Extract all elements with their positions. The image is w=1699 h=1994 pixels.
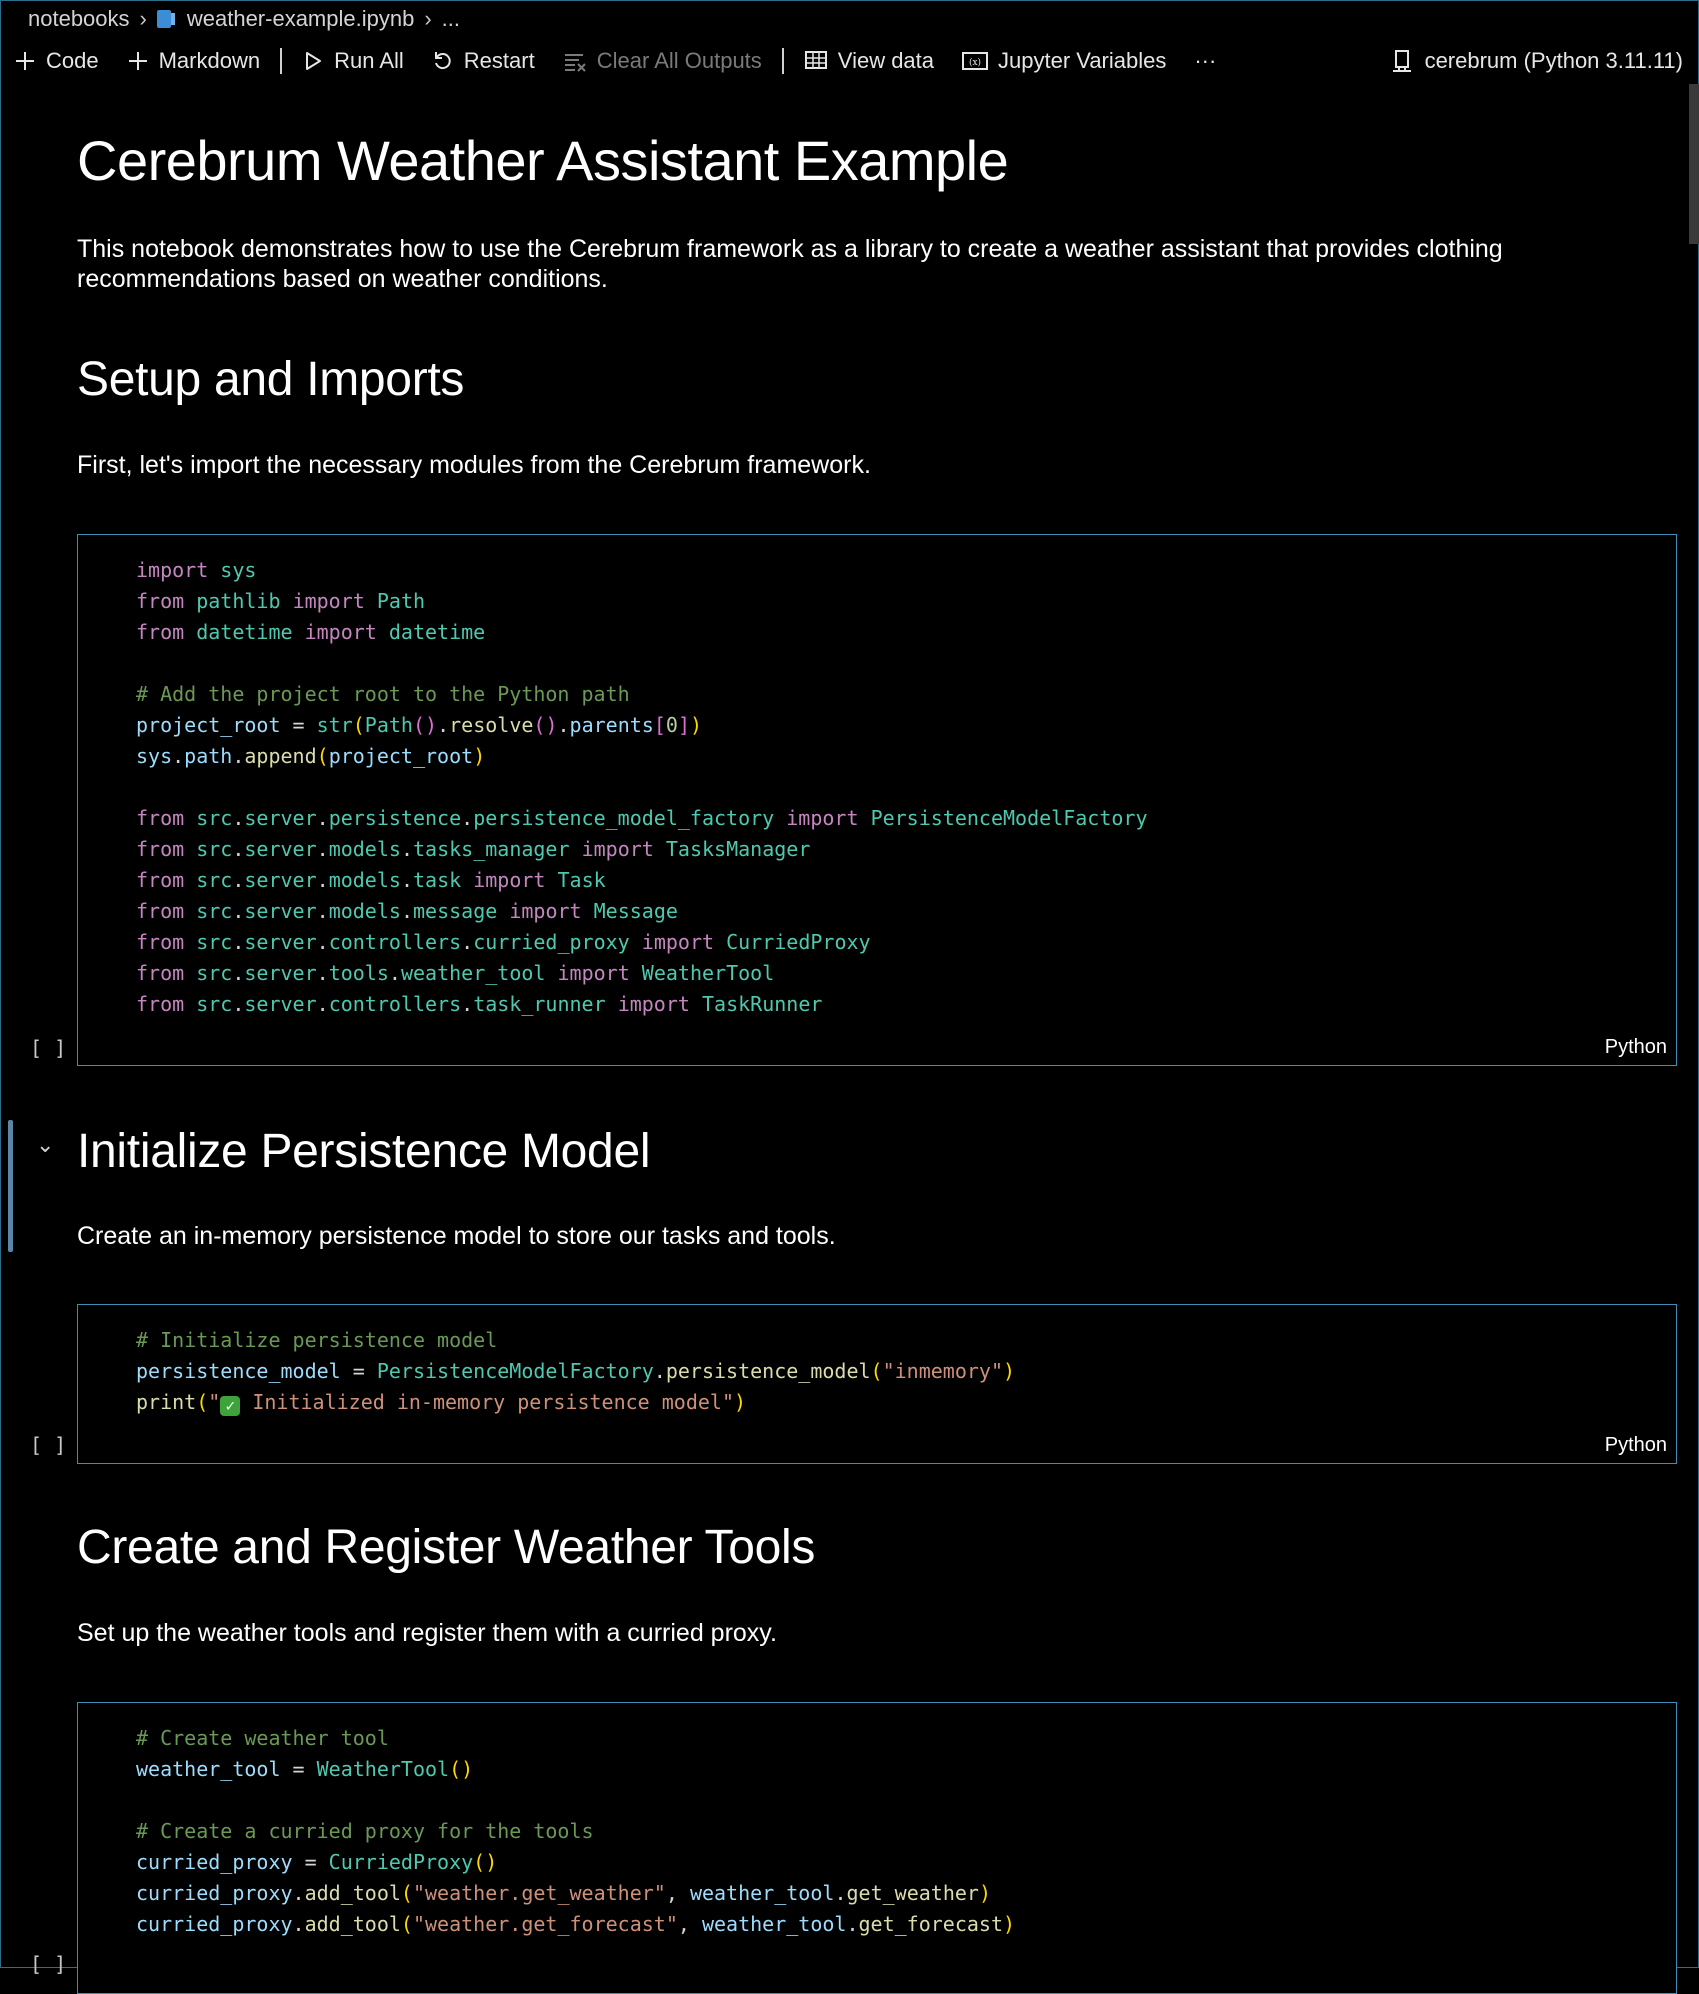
- page-title: Cerebrum Weather Assistant Example: [77, 129, 1009, 192]
- breadcrumb-notebooks[interactable]: notebooks: [28, 6, 130, 31]
- collapse-chevron-icon[interactable]: ⌄: [36, 1132, 55, 1157]
- view-data-label: View data: [837, 48, 935, 73]
- restart-button[interactable]: [418, 41, 549, 81]
- breadcrumb: [28, 4, 460, 34]
- cell-focus-indicator: [8, 1120, 13, 1252]
- chevron-right-icon: ›: [424, 6, 432, 31]
- jupyter-variables-button[interactable]: [948, 41, 1180, 81]
- clear-all-outputs-label: Clear All Outputs: [596, 48, 762, 73]
- clear-outputs-icon: [563, 50, 587, 72]
- code-cell-persistence[interactable]: [77, 1304, 1677, 1464]
- plus-icon: [127, 50, 149, 72]
- add-markdown-button[interactable]: [113, 41, 274, 81]
- table-icon: [804, 50, 828, 72]
- execution-count: [ ]: [30, 1036, 67, 1060]
- markdown-cell-setup-text[interactable]: [77, 450, 1637, 480]
- run-all-button[interactable]: [288, 41, 418, 81]
- markdown-cell-tools-text[interactable]: [77, 1618, 1637, 1648]
- tools-text: Set up the weather tools and register them with a curried proxy.: [77, 1619, 777, 1647]
- tools-heading: Create and Register Weather Tools: [77, 1521, 816, 1574]
- persistence-heading: Initialize Persistence Model: [77, 1125, 651, 1178]
- scrollbar-thumb[interactable]: [1689, 84, 1699, 244]
- variables-icon: [962, 50, 988, 72]
- code-editor-persistence[interactable]: # Initialize persistence model persistence_model = PersistenceModelFactory.persistence_model("inmemory") print(" ✓ Initialized in-memory persistence model"): [136, 1328, 1016, 1415]
- restart-icon: [432, 50, 454, 72]
- setup-heading: Setup and Imports: [77, 353, 465, 406]
- clear-all-outputs-button[interactable]: [549, 41, 776, 81]
- breadcrumb-file[interactable]: weather-example.ipynb: [186, 6, 415, 31]
- more-actions-button[interactable]: ···: [1194, 48, 1217, 73]
- intro-text: This notebook demonstrates how to use the Cerebrum framework as a library to create a weather assistant that provides clothing recommendations based on weather conditions.: [77, 235, 1503, 293]
- notebook-toolbar: [0, 38, 1699, 84]
- code-editor-tools[interactable]: # Create weather tool weather_tool = WeatherTool() # Create a curried proxy for the tools curried_proxy = CurriedProxy() curried_proxy.add_tool("weather.get_weather", weather_tool.get_weather) curried_proxy.add_tool("weather.get_forecast", weather_tool.get_forecast): [136, 1726, 1016, 1936]
- markdown-cell-persistence[interactable]: [77, 1124, 650, 1179]
- restart-label: Restart: [463, 48, 535, 73]
- cell-language-label[interactable]: Python: [1604, 1036, 1667, 1058]
- toolbar-divider: [782, 48, 784, 74]
- markdown-cell-intro[interactable]: [77, 234, 1637, 294]
- plus-icon: [14, 50, 36, 72]
- persistence-text: Create an in-memory persistence model to store our tasks and tools.: [77, 1222, 836, 1250]
- markdown-cell-tools[interactable]: [77, 1520, 815, 1575]
- add-code-label: Code: [46, 48, 99, 73]
- add-markdown-label: Markdown: [158, 48, 261, 73]
- add-code-button[interactable]: [0, 41, 113, 81]
- chevron-right-icon: ›: [139, 6, 147, 31]
- toolbar-divider: [280, 48, 282, 74]
- view-data-button[interactable]: [790, 41, 948, 81]
- scrollbar-track[interactable]: [1687, 84, 1699, 1968]
- jupyter-variables-label: Jupyter Variables: [998, 48, 1167, 73]
- play-icon: [302, 50, 324, 72]
- kernel-icon: [1391, 49, 1413, 73]
- cell-language-label[interactable]: Python: [1604, 1434, 1667, 1456]
- code-cell-tools[interactable]: [77, 1702, 1677, 1994]
- breadcrumb-more[interactable]: ...: [441, 6, 460, 31]
- kernel-picker[interactable]: [1391, 38, 1683, 84]
- code-cell-imports[interactable]: [77, 534, 1677, 1066]
- execution-count: [ ]: [30, 1952, 67, 1976]
- markdown-cell-persistence-text[interactable]: [77, 1221, 1637, 1251]
- notebook-file-icon: [157, 10, 171, 28]
- run-all-label: Run All: [334, 48, 404, 73]
- setup-text: First, let's import the necessary modules from the Cerebrum framework.: [77, 451, 871, 479]
- markdown-cell-title[interactable]: [77, 128, 1008, 193]
- svg-text:(x): (x): [968, 58, 982, 68]
- execution-count: [ ]: [30, 1433, 67, 1457]
- kernel-label: cerebrum (Python 3.11.11): [1424, 48, 1683, 73]
- code-editor-imports[interactable]: import sys from pathlib import Path from datetime import datetime # Add the project root to the Python path project_root = str(Path().resolve().parents[0]) sys.path.append(project_root) from src.server.persistence.persistence_model_factory import PersistenceModelFactory from src.server.models.tasks_manager import TasksManager from src.server.models.task import Task from src.server.models.message import Message from src.server.controllers.curried_proxy import CurriedProxy from src.server.tools.weather_tool import WeatherTool from src.server.controllers.task_runner import TaskRunner: [136, 558, 1148, 1016]
- markdown-cell-setup[interactable]: [77, 352, 464, 407]
